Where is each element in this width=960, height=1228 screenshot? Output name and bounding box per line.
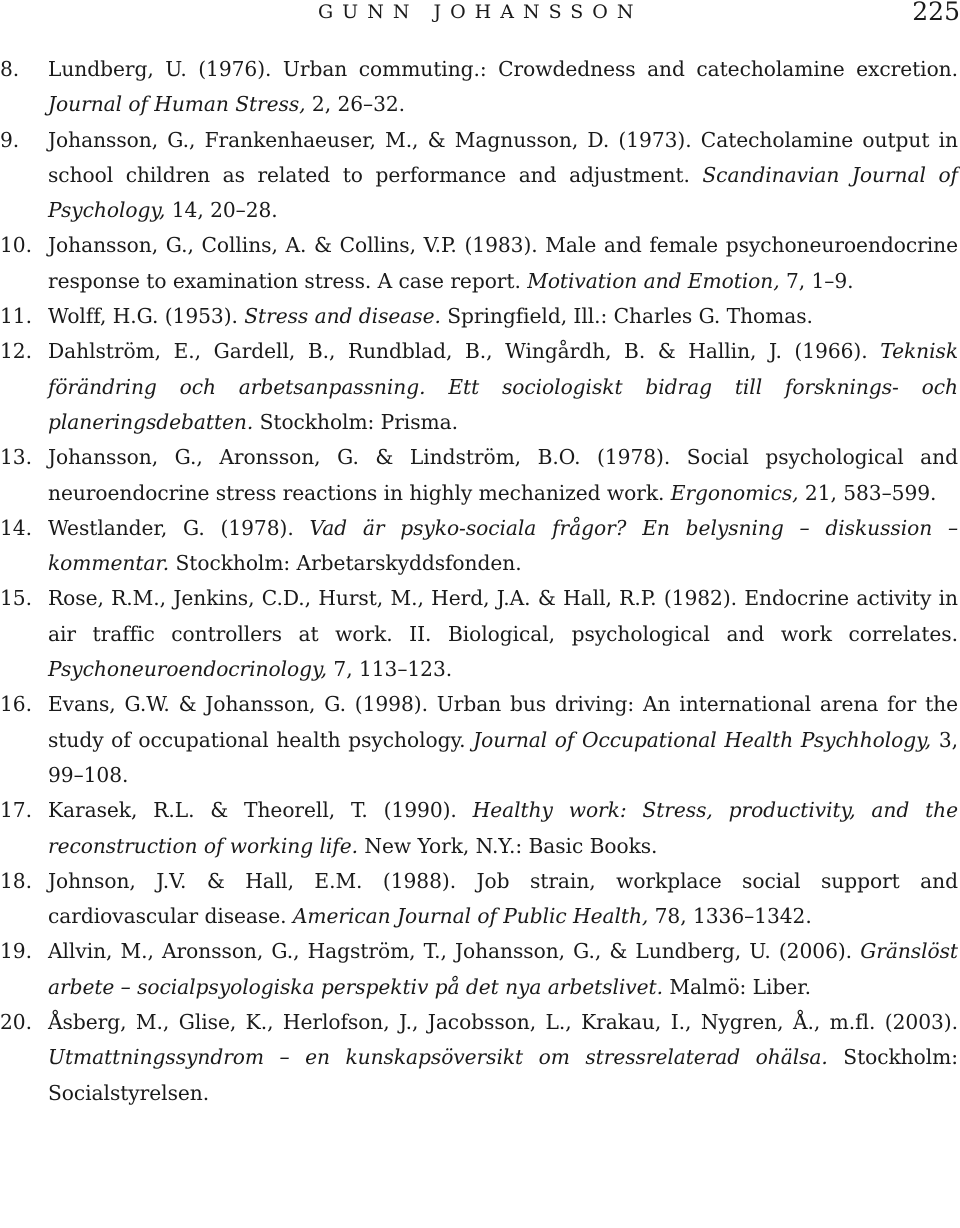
reference-title-italic: Gränslöst arbete – socialpsyologiska perspektiv på det nya arbetslivet. — [48, 939, 958, 999]
reference-title-italic: Utmattningssyndrom – en kunskapsöversikt om stressrelaterad ohälsa. — [48, 1045, 828, 1070]
reference-text: 7, 113–123. — [327, 657, 453, 682]
reference-text: Westlander, G. (1978). — [48, 515, 310, 540]
reference-title-italic: American Journal of Public Health, — [292, 904, 649, 929]
reference-text: 14, 20–28. — [165, 198, 278, 223]
reference-number: 15. — [0, 586, 32, 611]
reference-title-italic: Journal of Occupational Health Psychhology, — [473, 727, 932, 752]
reference-text: 3, 99–108. — [48, 727, 958, 787]
reference-number: 11. — [0, 304, 32, 329]
reference-text: Malmö: Liber. — [662, 974, 811, 999]
reference-title-italic: Ergonomics, — [670, 480, 799, 505]
reference-entry — [0, 864, 958, 935]
reference-text: Wolff, H.G. (1953). — [48, 304, 245, 329]
reference-text: Lundberg, U. (1976). Urban commuting.: Crowdedness and catecholamine excretion. — [48, 57, 958, 81]
reference-text: 21, 583–599. — [798, 480, 937, 505]
running-head — [0, 0, 960, 30]
reference-title-italic: Motivation and Emotion, — [527, 268, 780, 293]
reference-title-italic: Psychoneuroendocrinology, — [48, 657, 328, 682]
reference-text: Stockholm: Arbetarskyddsfonden. — [169, 551, 522, 576]
reference-text: Stockholm: Prisma. — [253, 409, 458, 434]
reference-entry — [0, 793, 958, 864]
reference-entry — [0, 581, 958, 687]
reference-number: 18. — [0, 868, 32, 893]
reference-number: 16. — [0, 692, 32, 717]
reference-text: Johnson, J.V. & Hall, E.M. (1988). Job strain, workplace social support and cardiovascular disease. — [48, 868, 958, 929]
reference-number: 20. — [0, 1010, 32, 1035]
reference-number: 8. — [0, 57, 20, 81]
reference-text: Karasek, R.L. & Theorell, T. (1990). — [48, 798, 473, 823]
reference-entry — [0, 687, 958, 793]
reference-title-italic: Healthy work: Stress, productivity, and the reconstruction of working life. — [48, 798, 959, 858]
reference-entry — [0, 123, 958, 229]
reference-text: Johansson, G., Aronsson, G. & Lindström, B.O. (1978). Social psychological and neuroendocrine stress reactions in highly mechanized work. — [48, 445, 958, 505]
reference-number: 14. — [0, 515, 32, 540]
reference-text: Dahlström, E., Gardell, B., Rundblad, B., Wingårdh, B. & Hallin, J. (1966). — [48, 339, 881, 364]
reference-title-italic: Journal of Human Stress, — [48, 92, 306, 117]
reference-number: 13. — [0, 445, 32, 470]
reference-entry — [0, 334, 958, 440]
reference-entry — [0, 299, 958, 334]
reference-text: 7, 1–9. — [779, 268, 854, 293]
reference-entry — [0, 511, 958, 582]
reference-title-italic: Vad är psyko-sociala frågor? En belysning – diskussion – kommentar. — [48, 515, 958, 576]
reference-entry — [0, 934, 958, 1005]
reference-text: Rose, R.M., Jenkins, C.D., Hurst, M., Herd, J.A. & Hall, R.P. (1982). Endocrine activity in air traffic controllers at work. II. Biological, psychological and work correlates. — [48, 586, 958, 646]
reference-title-italic: Stress and disease. — [244, 304, 441, 329]
reference-entry — [0, 440, 958, 511]
reference-text: 2, 26–32. — [305, 92, 406, 117]
reference-number: 12. — [0, 339, 32, 364]
reference-text: Springfield, Ill.: Charles G. Thomas. — [440, 304, 813, 329]
reference-title-italic: Scandinavian Journal of Psychology, — [48, 162, 958, 223]
running-head-author: GUNN JOHANSSON — [318, 1, 643, 23]
reference-text: Johansson, G., Frankenhaeuser, M., & Magnusson, D. (1973). Catecholamine output in school children as related to performance and adjustment. — [48, 127, 958, 187]
reference-text: Johansson, G., Collins, A. & Collins, V.P. (1983). Male and female psychoneuroendocrine response to examination stress. A case report. — [48, 233, 958, 293]
reference-text: Stockholm: Socialstyrelsen. — [48, 1045, 958, 1105]
page-number: 225 — [912, 0, 960, 26]
reference-number: 17. — [0, 798, 32, 823]
reference-entry — [0, 1005, 958, 1111]
reference-number: 19. — [0, 939, 32, 964]
reference-text: Evans, G.W. & Johansson, G. (1998). Urban bus driving: An international arena for the study of occupational health psychology. — [48, 692, 958, 752]
reference-list — [0, 52, 958, 1111]
reference-number: 9. — [0, 127, 20, 152]
reference-text: New York, N.Y.: Basic Books. — [358, 833, 658, 858]
reference-entry — [0, 228, 958, 299]
reference-title-italic: Teknisk förändring och arbetsanpassning. Ett sociologiskt bidrag till forsknings- och planeringsdebatten. — [48, 339, 958, 434]
reference-text: Åsberg, M., Glise, K., Herlofson, J., Jacobsson, L., Krakau, I., Nygren, Å., m.fl. (2003). — [48, 1010, 958, 1035]
reference-text: 78, 1336–1342. — [648, 904, 812, 929]
reference-entry — [0, 52, 958, 123]
reference-number: 10. — [0, 233, 32, 258]
reference-text: Allvin, M., Aronsson, G., Hagström, T., Johansson, G., & Lundberg, U. (2006). — [48, 939, 861, 964]
